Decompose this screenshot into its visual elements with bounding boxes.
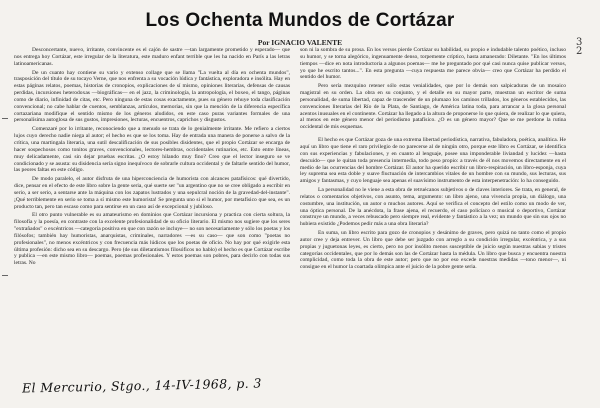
paragraph: La personalidad no le viene a esta obra de retruécanos subjetivos o de claves interiores. Se trata, en general, de relatos o comentarios objetivos, con asunto, tema, argumento: un libro ajeno, una vivencia propia, un diálogo, una costumbre, una institución, un autor o muchos autores. Aquí se verifica el concepto del estilo como un modo de ver, una óptica personal. De la anécdota, la frase ajena, el recuerdo, el caso policíaco o musical o deportivo, Cortázar construye un mundo, a veces rebuscado pero siempre real, evidente y fantástico a la vez; un mundo que sin sus ojos no hubiera existido ¿Podemos pedir más a una obra literaria? [300, 187, 566, 228]
paragraph: El otro punto vulnerable es su amateurismo en dominios que Cortázar incursiona y practica con cierta soltura, la filosofía y la poesía, en contraste con la excelente profesionalidad de su oficio literario. El mismo nos sugiere que los seres "extrañados" o excéntricos —categoría positiva en que con razón se incluye— no son necesariamente y sólo los poetas y los filósofos; también hay humoristas, anarquistas, criminales, narradores —es su caso— que son como "poetas no profesionales", no menos excéntricos y con frecuencia más lúdicos que los poetas de oficio. No hay por qué exigirle esta última profesión: dicho sea en su descargo. Pero (de sus diletantismos filosóficos no hablo) el hecho es que Cortázar escribe y publica —en este mismo libro— poemas, poemas profesionales. Y estos poemas son pobres, para decirlo con todas sus letras. No [14, 212, 290, 267]
paragraph: El hecho es que Cortázar goza de una extrema libertad periodística, narrativa, fabuladora, poética, analítica. He aquí un libro que tiene el raro privilegio de no parecerse al de ningún otro, porque este libro es Cortázar, se identifica con sus experiencias y fabulaciones, y en cuanto al lenguaje, posee una imponderable liviandad y lucidez —hasta descuido— que le quitan toda presencia intermedia, todo peso propio: a través de él nos movemos directamente en el medio de las ocurrencias del hombre Cortázar. El autor ha querido escribir un libro-respiración, un libro-esponja, cuya ley suprema sea esta doble y suave fluctuación de intercambios vitales de un hombre con su mundo, sus lecturas, sus amigos y fantasmas, y cuyo lenguaje sea apenas el suavísimo instrumento de esta interpenetración: lo ha conseguido. [300, 137, 566, 185]
margin-mark-top: 3 [576, 37, 583, 48]
article-byline: Por IGNACIO VALENTE [257, 38, 343, 47]
paragraph: Pero sería mezquino retener sólo estas venialidades, que por lo demás son salpicaduras de un mosaico magistral en su orden. La obra en su conjunto, y el detalle en su mayor parte, muestran un escritor de suma personalidad, de suma libertad, capaz de trascender de un plumazo los caminos trillados, los géneros establecidos, las convenciones literarias del Río de la Plata, de Santiago, de América latina toda, para arrancar a la glosa personal acentos inusuales en el continente. Cortázar ha llegado a la altura de proponerse lo que quiera, de realizar lo que quiera, al menos en este género menor del periodismo patafísico. ¿O es un género mayor? Que se me perdone la rutina occidental de mis esquemas. [300, 83, 566, 131]
paragraph: Desconcertante, nuevo, irritante, convincente es el cajón de sastre —tan largamente prometido y esperado— que nos entrega hoy Cortázar, este irregular de la literatura, este maduro enfant terrible que les ha nacido en París a las letras latinoamericanas. [14, 47, 290, 67]
margin-page-mark [576, 38, 582, 56]
paragraph: En suma, un libro escrito para gozo de cronopios y desánimo de graves, pero quizá no tanto como el propio autor cree y deja entrever. Un libro que debe ser juzgado con arreglo a su condición irregular, excéntrica, y a sus propias y juguetonas leyes, es cierto, pero no por insólito menos susceptible de juicio según nuestras sabias y tristes categorías occidentales, que por lo demás son las de Cortázar hasta la médula. Un libro que busca y encuentra nuestra complicidad, como toda la obra de este autor; pero que no por eso excede nuestras medidas —tono menor—, ni consigue en el humor la coartada olímpica ante el juicio de la pobre gente seria. [300, 230, 566, 271]
margin-mark-bottom: 2 [576, 46, 583, 57]
article-title: Los Ochenta Mundos de Cortázar [145, 10, 455, 31]
paragraph: De modo paralelo, el autor disfruta de una hiperconciencia de humorista con alcances patafísicos: qué divertido, dice, pensar en el efecto de este libro sobre la gente seria, qué suerte ser "un argentino que no se cree obligado a escribir en serio, a ser serio, a sentarse ante la máquina con los zapatos lustrados y una sepulcral noción de la gravedad-del-instante". ¡Qué terriblemente en serio se toma a sí mismo este humorista! Se pregunta uno si el humor, por metafísico que sea, es un producto tan, pero tan escaso como para sentirse en un caso así de excepcional y jubiloso. [14, 176, 290, 210]
handwritten-citation: El Mercurio, Stgo., 14-IV-1968, p. 3 [21, 375, 262, 396]
left-column [14, 47, 290, 267]
scan-mark [2, 275, 8, 276]
scan-mark [2, 118, 8, 119]
paragraph: son ni la sombra de su prosa. En los versos pierde Cortázar su habilidad, su propio e indudable talento poético, incluso su humor, y se torna alegórico, ingenuamente denso, torpemente críptico, hasta amanerado: Diletante. "En los últimos tiempos —dice en nota introductoria a algunos poemas— me he preguntado por qué casi nunca quise publicar versos, yo que he escrito tantos...". En esta pregunta —cuya respuesta me parece obvia— creo que Cortázar ha perdido el sentido del humor. [300, 47, 566, 81]
right-column [300, 47, 566, 271]
paragraph: De un cuanto hay contiene su vario y extenso collage que se llama "La vuelta al día en ochenta mundos", trasposición del título de su tocayo Verne, que nos enfrenta a su vocación lúdica y fantástica, exploradora e insólita. Hay en estas páginas relatos, poemas, historias de cronopios, explicaciones de sí mismo, opiniones literarias, defensas de causas perdidas, incursiones heterodoxas —biográficas— en el jazz, la criminología, la antropología, el boxeo, el tango, páginas como de diario, infinidad de citas, etc. Pero ninguna de estas cosas exactamente, pues su género rehuye toda clasificación convencional; no cabe hablar de cuentos, semblanzas, artículos, memorias, sin que la mención de la diferencia específica cortazariana modifique el sentido mismo de los géneros aludidos, en este caso puras variantes formales de una personalísima autoglosa de sus gustos, impresiones, lecturas, encuentros, caprichos y disgustos. [14, 69, 290, 124]
paragraph: Comenzaré por lo irritante, reconociendo que a menudo se trata de lo genialmente irritante. Me refiero a ciertos lujos cuyo derecho nadie niega al autor; el hecho es que se los toma. Hay de entrada una manera de ponerse a salvo de la crítica, una martingala literaria, una sutil descalificación de sus posibles disidentes, que el propio Cortázar se encarga de hacer sospechosos como tonitos graves, convencionales, lectores-hembras, occidentales rutinarios, etc. Esto entre líneas, muy delicadamente, casi sin dejar pruebas escritas. ¿O estoy hilando muy fino? Creo que el lector inseguro se ve condicionado y se asusta: su disidencia sería signo inequívoco de sobrarle cultura occidental y de faltarle sentido del humor, las peores faltas en este código. [14, 126, 290, 174]
